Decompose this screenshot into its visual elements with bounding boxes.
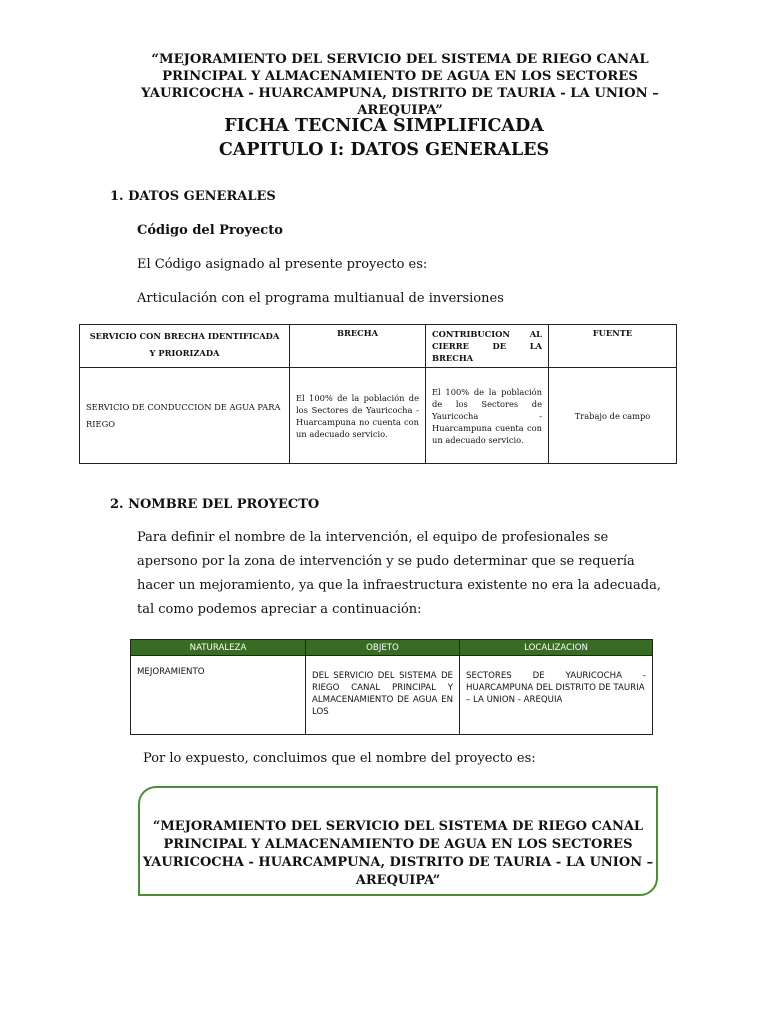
title-line-2: CAPITULO I: DATOS GENERALES [218, 140, 550, 160]
localizacion-cell-line-2: – LA UNION - AREQUIA [466, 695, 563, 705]
articulacion-label: Articulación con el programa multianual de inversiones [137, 291, 504, 306]
naturaleza-header: NATURALEZA [131, 640, 306, 656]
brecha-cell-brecha: El 100% de la población de los Sectores de Yauricocha - Huarcampuna no cuenta con un adecuado servicio. [290, 368, 426, 464]
naturaleza-table-header-row [131, 640, 653, 656]
localizacion-header: LOCALIZACION [460, 640, 653, 656]
brecha-header-fuente: FUENTE [549, 325, 677, 368]
brecha-table-header-row [80, 325, 677, 368]
brecha-cell-contribucion: El 100% de la población de los Sectores de Yauricocha - Huarcampuna cuenta con un adecuado servicio. [426, 368, 549, 464]
title-line-1: FICHA TECNICA SIMPLIFICADA [224, 116, 544, 136]
localizacion-cell [460, 656, 653, 735]
section-1-heading: 1. DATOS GENERALES [110, 189, 276, 204]
project-name-text: “MEJORAMIENTO DEL SERVICIO DEL SISTEMA DE RIEGO CANAL PRINCIPAL Y ALMACENAMIENTO DE AGUA EN LOS SECTORES YAURICOCHA - HUARCAMPUNA, DISTRITO DE TAURIA - LA UNION – AREQUIPA” [142, 819, 654, 888]
localizacion-cell-line-1: SECTORES DE YAURICOCHA - HUARCAMPUNA DEL DISTRITO DE TAURIA [466, 671, 646, 693]
section-2-heading: 2. NOMBRE DEL PROYECTO [110, 497, 320, 512]
objeto-cell: DEL SERVICIO DEL SISTEMA DE RIEGO CANAL PRINCIPAL Y ALMACENAMIENTO DE AGUA EN LOS [306, 656, 460, 735]
brecha-header-servicio: SERVICIO CON BRECHA IDENTIFICADA Y PRIORIZADA [80, 325, 290, 368]
conclusion-text: Por lo expuesto, concluimos que el nombre del proyecto es: [143, 751, 536, 766]
table-row [131, 656, 653, 735]
document-main-title [0, 114, 768, 162]
brecha-cell-fuente: Trabajo de campo [549, 368, 677, 464]
brecha-table [79, 324, 677, 464]
document-header-title: “MEJORAMIENTO DEL SERVICIO DEL SISTEMA DE RIEGO CANAL PRINCIPAL Y ALMACENAMIENTO DE AGUA EN LOS SECTORES YAURICOCHA - HUARCAMPUNA, DISTRITO DE TAURIA - LA UNION – AREQUIPA” [141, 52, 659, 118]
brecha-cell-servicio: SERVICIO DE CONDUCCION DE AGUA PARA RIEGO [80, 368, 290, 464]
codigo-label: Código del Proyecto [137, 223, 283, 238]
brecha-header-brecha: BRECHA [290, 325, 426, 368]
naturaleza-table [130, 639, 653, 735]
table-row [80, 368, 677, 464]
codigo-text: El Código asignado al presente proyecto es: [137, 257, 428, 272]
section-2-paragraph: Para definir el nombre de la intervención, el equipo de profesionales se apersono por la zona de intervención y se pudo determinar que se requería hacer un mejoramiento, ya que la infraestructura existente no era la adecuada, tal como podemos apreciar a continuación: [137, 530, 662, 617]
objeto-header: OBJETO [306, 640, 460, 656]
naturaleza-cell: MEJORAMIENTO [131, 656, 306, 735]
brecha-header-contribucion: CONTRIBUCION AL CIERRE DE LA BRECHA [426, 325, 549, 368]
